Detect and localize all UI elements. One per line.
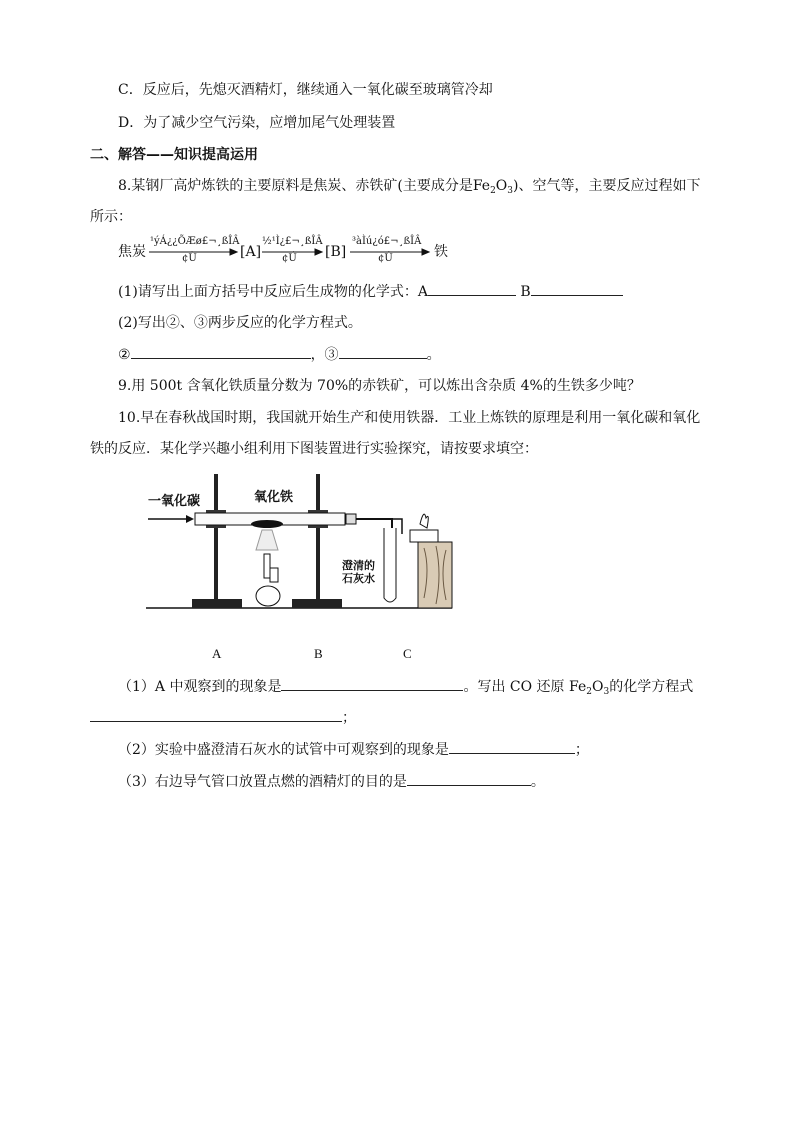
q10-part1-end: ； [342, 710, 356, 726]
q8-sub-2: 2 [490, 186, 496, 196]
q10-part1-answer [90, 707, 356, 728]
q8-formula-o: O [495, 178, 508, 194]
arrow2-condition: ½¹Ì¿£¬¸ßÎÂ [262, 236, 323, 247]
q10-part2-text: （2）实验中盛澄清石灰水的试管中可观察到的现象是 [118, 742, 449, 758]
arrow2-step: ¢Ú [282, 253, 297, 264]
q10-part3-text: （3）右边导气管口放置点燃的酒精灯的目的是 [118, 774, 407, 790]
scheme-end: 铁 [434, 244, 448, 260]
label-fe2o3: 氧化铁 [254, 489, 294, 504]
label-c: C [403, 646, 412, 661]
burner-valve [270, 568, 278, 582]
q10-part2 [118, 739, 589, 760]
q10-part3-end: 。 [530, 774, 545, 790]
answer-blank-a[interactable] [428, 281, 516, 296]
q8-sub-3: 3 [507, 186, 514, 196]
arrow3-step: ¢Û [378, 253, 393, 264]
burner-flame [256, 530, 278, 550]
q10-part1-text-c: 的化学方程式 [609, 679, 694, 695]
arrow2-head [315, 249, 322, 255]
section-title: 二、解答——知识提高运用 [90, 147, 258, 163]
stand-b-rod [316, 474, 320, 602]
inlet-arrowhead [186, 515, 194, 523]
scheme-arrows [0, 0, 794, 300]
option-c: C．反应后，先熄灭酒精灯，继续通入一氧化碳至玻璃管冷却 [118, 82, 493, 98]
arrow1-step: ¢Ù [182, 253, 197, 264]
q10-part3 [118, 771, 545, 792]
lamp-right-top [410, 530, 438, 542]
arrow3-head [422, 249, 429, 255]
q8-intro-text: 8.某钢厂高炉炼铁的主要原料是焦炭、赤铁矿(主要成分是 [118, 178, 473, 194]
scheme-box-b: [B] [325, 244, 347, 260]
answer-blank-limewater[interactable] [449, 739, 575, 754]
wood-block [418, 542, 452, 608]
q8-part1-text: (1)请写出上面方括号中反应后生成物的化学式：A [118, 284, 428, 300]
q10-sub-3: 3 [603, 687, 610, 697]
stopper-right [346, 514, 356, 524]
q8-part2-answers [118, 344, 441, 365]
label-a: A [212, 646, 222, 661]
q8-intro-text-b: )、空气等，主要反应过程如下 [513, 178, 701, 194]
answer-blank-step3[interactable] [339, 344, 427, 359]
q10-intro-2: 铁的反应．某化学兴趣小组利用下图装置进行实验探究，请按要求填空： [90, 441, 538, 457]
label-limewater [342, 560, 375, 586]
q8-formula-fe: Fe [472, 178, 491, 194]
q10-intro-1: 10.早在春秋战国时期，我国就开始生产和使用铁器．工业上炼铁的原理是利用一氧化碳和氧化 [118, 410, 701, 426]
arrow1-head [230, 249, 237, 255]
scheme-start: 焦炭 [118, 244, 146, 260]
q10-formula-o: O [591, 679, 604, 695]
burner-body [256, 586, 280, 606]
q10-part1 [118, 676, 693, 697]
q8-intro-cont: 所示： [90, 209, 132, 225]
q10-part1-text: （1）A 中观察到的现象是 [118, 679, 282, 695]
label-co: 一氧化碳 [148, 493, 201, 508]
q8-part1-b: B [520, 284, 531, 300]
burner-stem [264, 554, 270, 578]
answer-blank-step2[interactable] [131, 344, 311, 359]
q8-part2: (2)写出②、③两步反应的化学方程式。 [118, 315, 362, 331]
iron-oxide-powder [251, 520, 283, 528]
answer-blank-b[interactable] [531, 281, 623, 296]
scheme-box-a: [A] [240, 244, 262, 260]
q8-mark-2: ② [118, 347, 131, 363]
q9-text: 9.用 500t 含氧化铁质量分数为 70%的赤铁矿，可以炼出含杂质 4%的生铁多少吨？ [118, 378, 641, 394]
stand-a-rod [214, 474, 218, 602]
test-tube [384, 528, 396, 602]
arrow3-condition: ³àÌú¿ó£¬¸ßÎÂ [352, 236, 422, 247]
label-limewater-2: 石灰水 [342, 573, 375, 585]
q8-end: 。 [426, 347, 441, 363]
q8-part1 [118, 281, 623, 302]
q8-mark-3: ，③ [310, 347, 339, 363]
q10-sub-2: 2 [586, 687, 592, 697]
option-d: D．为了减少空气污染，应增加尾气处理装置 [118, 115, 396, 131]
answer-blank-equation[interactable] [90, 707, 342, 722]
q10-part2-end: ； [574, 742, 589, 758]
arrow1-condition: ¹ýÁ¿¿ÕÆø£¬¸ßÎÂ [150, 236, 240, 247]
label-b: B [314, 646, 323, 661]
answer-blank-purpose[interactable] [407, 771, 531, 786]
answer-blank-observe-a[interactable] [281, 676, 463, 691]
q10-part1-text-b: 。写出 CO 还原 Fe [463, 679, 587, 695]
flame-right [420, 514, 428, 528]
label-limewater-1: 澄清的 [342, 560, 375, 572]
